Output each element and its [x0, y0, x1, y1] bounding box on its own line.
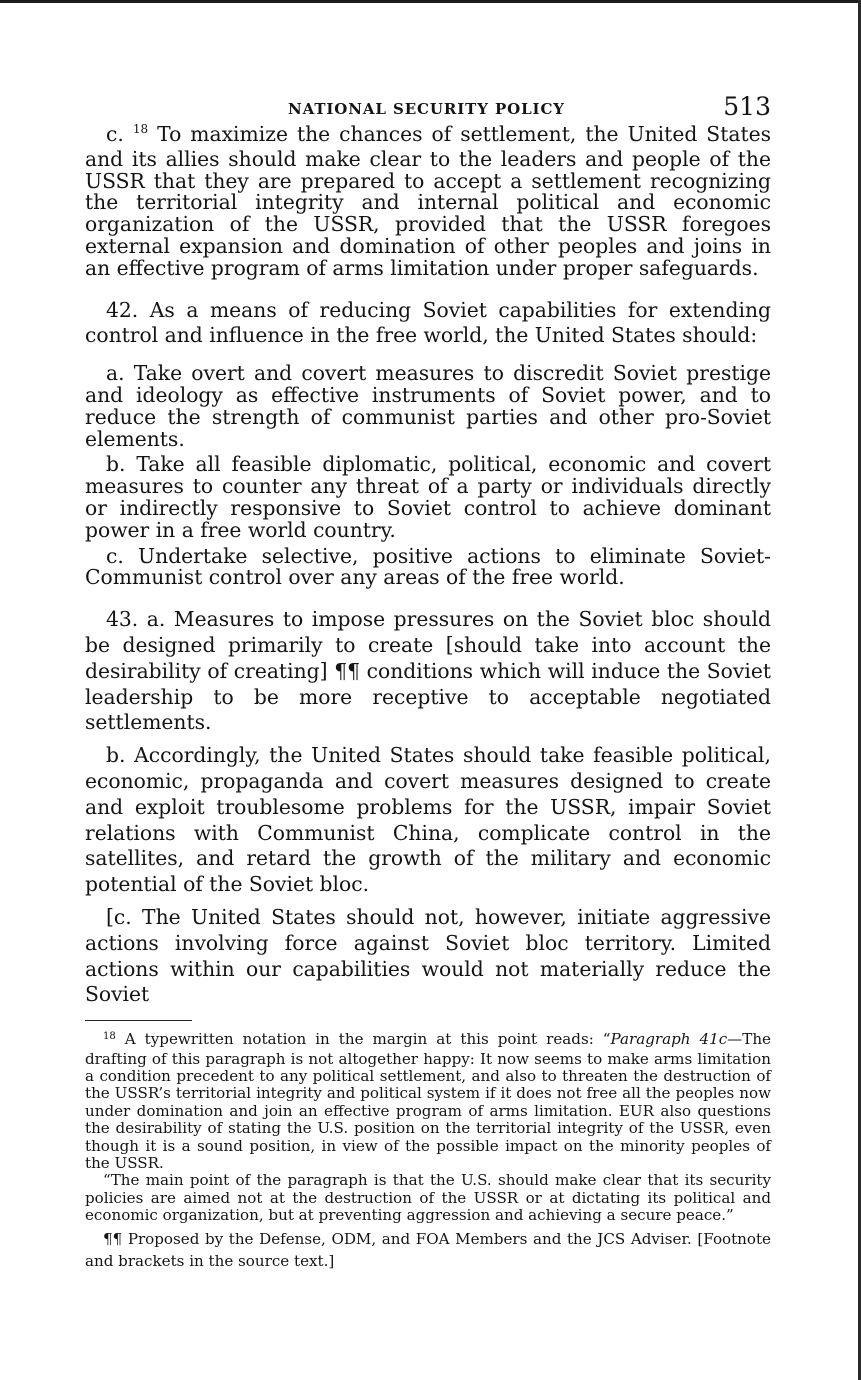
footnote-paragraph-ref: Paragraph 41c: [610, 1030, 728, 1049]
paragraph-41c: [85, 124, 771, 280]
running-head: [85, 92, 771, 124]
footnote-intro: A typewritten notation in the margin at this point reads: “: [124, 1030, 611, 1049]
paragraph-43c: [c. The United States should not, however, initiate aggressive actions involving force against Soviet bloc territory. Limited actions within our capabilities would not materially reduce the Soviet: [85, 904, 771, 1007]
footnote-18: [85, 1031, 771, 1172]
footnote-divider: [85, 1020, 192, 1021]
running-head-title: NATIONAL SECURITY POLICY: [288, 100, 565, 118]
paragraph-42a: a. Take overt and covert measures to discredit Soviet prestige and ideology as effective instruments of Soviet power, and to reduce the strength of communist parties and other pro-Soviet elements.: [85, 361, 771, 451]
page-number: 513: [723, 92, 771, 121]
paragraph-43a: 43. a. Measures to impose pressures on the Soviet bloc should be designed primarily to create [should take into account the desirability of creating] ¶¶ conditions which will induce the Soviet leadership to be more receptive to acceptable negotiated settlements.: [85, 607, 771, 735]
page: [85, 92, 771, 1272]
footnote-marker: 18: [103, 1031, 116, 1043]
footnote-text: —The drafting of this paragraph is not altogether happy: It now seems to make arms limitation a condition precedent to any political settlement, and also to threaten the destruction of the USSR’s territorial integrity and political system if it does not free all the peoples now under domination and join an effective program of arms limitation. EUR also questions the desirability of stating the U.S. position on the territorial integrity of the USSR, even though it is a sound position, in view of the possible impact on the minority peoples of the USSR.: [85, 1030, 771, 1172]
footnote-ref-18: 18: [132, 122, 149, 136]
footnote-18-continuation: “The main point of the paragraph is that the U.S. should make clear that its security policies are aimed not at the destruction of the USSR or at dictating its political and economic organization, but at preventing aggression and achieving a secure peace.”: [85, 1171, 771, 1225]
paragraph-text: To maximize the chances of settlement, the United States and its allies should make clear to the leaders and people of the USSR that they are prepared to accept a settlement recognizing the territorial integrity and internal political and economic organization of the USSR, provided that the USSR foregoes external expansion and domination of other peoples and joins in an effective program of arms limitation under proper safeguards.: [85, 122, 772, 280]
paragraph-label: c.: [106, 122, 124, 146]
paragraph-42: 42. As a means of reducing Soviet capabilities for extending control and influence in the free world, the United States should:: [85, 297, 771, 348]
top-border: [0, 0, 861, 3]
footnote-pilcrow: ¶¶ Proposed by the Defense, ODM, and FOA Members and the JCS Adviser. [Footnote and brackets in the source text.]: [85, 1229, 771, 1270]
footnotes: [85, 1031, 771, 1271]
main-text: [85, 124, 771, 1008]
paragraph-43b: b. Accordingly, the United States should take feasible political, economic, propaganda and covert measures designed to create and exploit troublesome problems for the USSR, impair Soviet relations with Communist China, complicate control in the satellites, and retard the growth of the military and economic potential of the Soviet bloc.: [85, 743, 771, 897]
paragraph-42b: b. Take all feasible diplomatic, political, economic and covert measures to counter any threat of a party or individuals directly or indirectly responsive to Soviet control to achieve dominant power in a free world country.: [85, 452, 771, 542]
paragraph-42c: c. Undertake selective, positive actions to eliminate Soviet-Communist control over any areas of the free world.: [85, 543, 771, 590]
